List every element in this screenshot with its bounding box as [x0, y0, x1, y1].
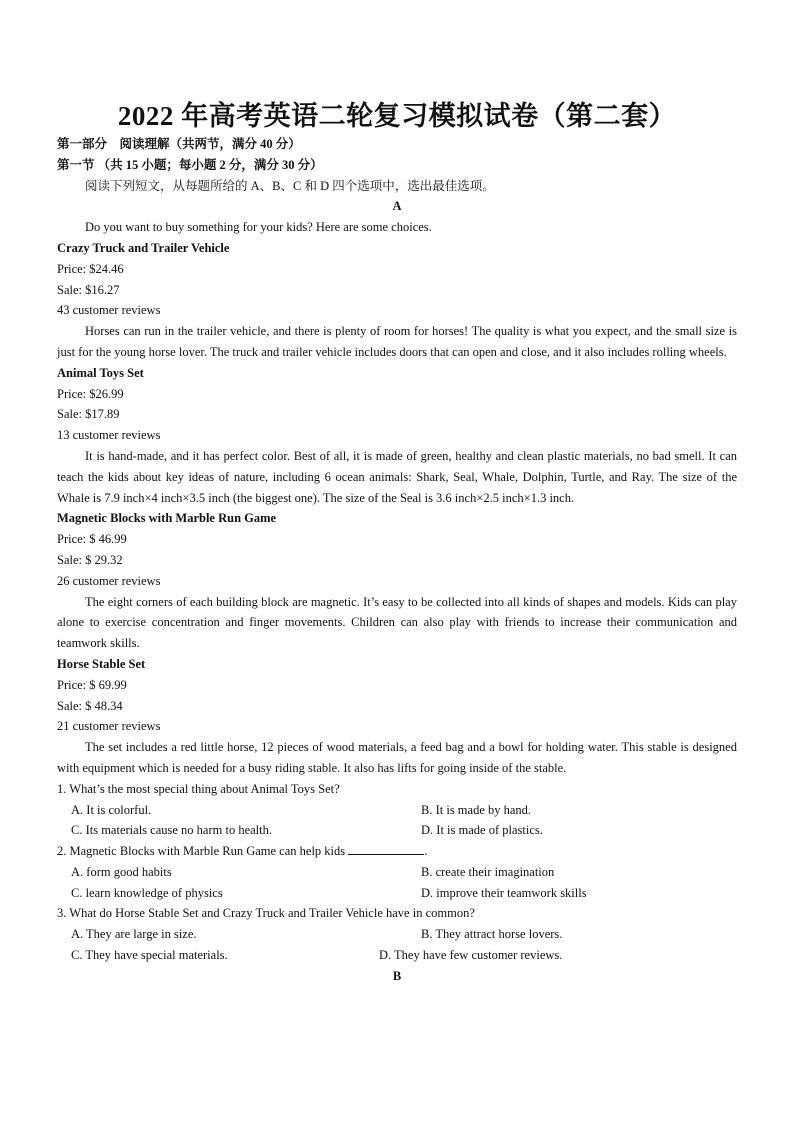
option-d[interactable]: D. They have few customer reviews. [379, 948, 563, 963]
product-name: Crazy Truck and Trailer Vehicle [57, 240, 230, 255]
product-price: Price: $26.99 [57, 386, 124, 401]
option-d[interactable]: D. improve their teamwork skills [421, 885, 587, 900]
product-magnetic-blocks [57, 508, 737, 654]
exam-title: 2022 年高考英语二轮复习模拟试卷（第二套） [117, 101, 677, 131]
passage-b-label: B [392, 968, 402, 983]
option-c[interactable]: C. Its materials cause no harm to health. [71, 823, 272, 838]
product-name: Animal Toys Set [57, 365, 144, 380]
question-options [57, 862, 737, 904]
question-options [57, 924, 737, 966]
passage-a-label: A [392, 199, 402, 214]
option-a[interactable]: A. It is colorful. [71, 802, 152, 817]
product-description: The eight corners of each building block are magnetic. It’s easy to be collected into all kinds of shapes and models. Kids can play alone to exercise concentration and finger movements. Children can also play with friends to increase their communication and teamwork skills. [57, 594, 737, 651]
product-reviews: 43 customer reviews [57, 303, 161, 318]
product-price: Price: $24.46 [57, 261, 124, 276]
product-animal-toys [57, 363, 737, 509]
product-sale: Sale: $ 48.34 [57, 698, 123, 713]
option-b[interactable]: B. create their imagination [421, 864, 555, 879]
answer-blank [348, 842, 424, 855]
product-sale: Sale: $ 29.32 [57, 552, 123, 567]
question-stem-line: 2. Magnetic Blocks with Marble Run Game can help kids . [57, 844, 428, 859]
question-stem: 3. What do Horse Stable Set and Crazy Truck and Trailer Vehicle have in common? [57, 906, 475, 921]
product-name: Horse Stable Set [57, 656, 146, 671]
option-d[interactable]: D. It is made of plastics. [421, 823, 543, 838]
product-price: Price: $ 46.99 [57, 532, 127, 547]
option-c[interactable]: C. learn knowledge of physics [71, 885, 223, 900]
question-stem: 2. Magnetic Blocks with Marble Run Game can help kids [57, 844, 346, 859]
option-a[interactable]: A. They are large in size. [71, 927, 197, 942]
product-sale: Sale: $16.27 [57, 282, 120, 297]
product-reviews: 26 customer reviews [57, 573, 161, 588]
question-stem: 1. What’s the most special thing about Animal Toys Set? [57, 781, 340, 796]
exam-page [57, 98, 737, 987]
product-truck [57, 238, 737, 363]
option-a[interactable]: A. form good habits [71, 864, 172, 879]
option-b[interactable]: B. It is made by hand. [421, 802, 532, 817]
product-description: Horses can run in the trailer vehicle, and there is plenty of room for horses! The quality is what you expect, and the small size is just for the young horse lover. The truck and trailer vehicle includes doors that can open and close, and it also includes rolling wheels. [57, 324, 737, 359]
product-name: Magnetic Blocks with Marble Run Game [57, 511, 277, 526]
option-c[interactable]: C. They have special materials. [71, 948, 228, 963]
product-description: It is hand-made, and it has perfect color. Best of all, it is made of green, healthy and clean plastic materials, no bad smell. It can teach the kids about key ideas of nature, including 6 ocean animals: Shark, Seal, Whale, Dolphin, Turtle, and Ray. The size of the Whale is 7.9 inch×4 inch×3.5 inch (the biggest one). The size of the Seal is 3.6 inch×2.5 inch×1.3 inch. [57, 448, 737, 505]
product-reviews: 21 customer reviews [57, 719, 161, 734]
product-horse-stable [57, 654, 737, 779]
instruction-text: 阅读下列短文，从每题所给的 A、B、C 和 D 四个选项中，选出最佳选项。 [85, 178, 495, 193]
product-reviews: 13 customer reviews [57, 428, 161, 443]
option-b[interactable]: B. They attract horse lovers. [421, 927, 563, 942]
passage-a-intro: Do you want to buy something for your kids? Here are some choices. [85, 220, 432, 235]
section-heading: 第一节 （共 15 小题；每小题 2 分，满分 30 分） [57, 157, 323, 172]
question-options [57, 800, 737, 842]
question-2 [57, 841, 737, 903]
question-1 [57, 779, 737, 841]
part-heading: 第一部分 阅读理解（共两节，满分 40 分） [57, 137, 301, 151]
product-price: Price: $ 69.99 [57, 677, 127, 692]
product-description: The set includes a red little horse, 12 pieces of wood materials, a feed bag and a bowl for holding water. This stable is designed with equipment which is needed for a busy riding stable. It also has lifts for going inside of the stable. [57, 740, 737, 775]
question-3 [57, 903, 737, 965]
product-sale: Sale: $17.89 [57, 407, 120, 422]
